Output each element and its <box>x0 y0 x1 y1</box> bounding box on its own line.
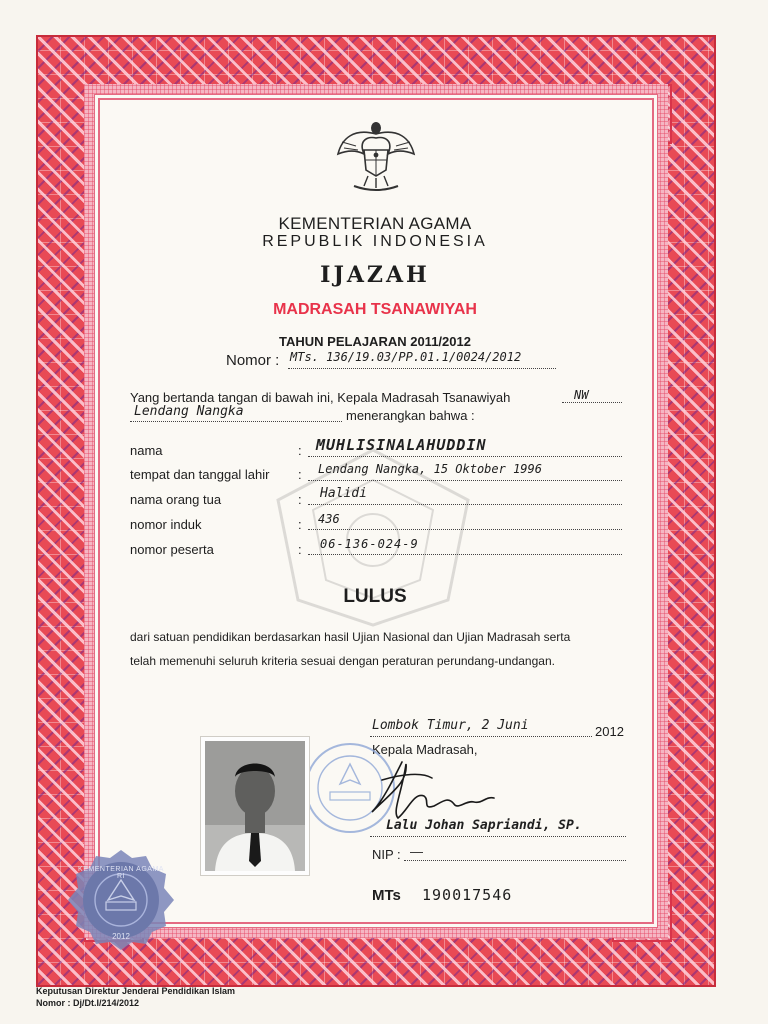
number-label: Nomor : <box>226 352 280 369</box>
signature-year: 2012 <box>595 724 624 739</box>
nip-label: NIP : <box>372 847 401 862</box>
intro-text: Yang bertanda tangan di bawah ini, Kepala Madrasah Tsanawiyah <box>130 390 511 405</box>
student-photo-frame <box>200 736 310 876</box>
seal-year: 2012 <box>112 932 130 941</box>
footer-decree: Keputusan Direktur Jenderal Pendidikan Islam <box>36 986 236 996</box>
garuda-emblem-icon <box>334 120 418 196</box>
school-place: Lendang Nangka <box>134 404 244 419</box>
footer-number: Nomor : Dj/Dt.I/214/2012 <box>36 998 140 1008</box>
field-value-name: MUHLISINALAHUDDIN <box>316 436 487 454</box>
serial-number: 190017546 <box>422 886 513 904</box>
result-status: LULUS <box>343 586 407 607</box>
document-title: IJAZAH <box>320 262 430 288</box>
seal-text: KEMENTERIAN AGAMA RI <box>78 866 164 880</box>
number-value: MTs. 136/19.03/PP.01.1/0024/2012 <box>290 350 522 364</box>
field-value-student-id: 436 <box>318 512 340 526</box>
ministry-name: KEMENTERIAN AGAMA <box>278 214 472 233</box>
statement-line-1: dari satuan pendidikan berdasarkan hasil Ujian Nasional dan Ujian Madrasah serta <box>130 630 571 644</box>
field-value-parent: Halidi <box>320 486 367 501</box>
field-label-name: nama <box>130 443 163 458</box>
academic-year: TAHUN PELAJARAN 2011/2012 <box>279 334 471 349</box>
field-label-birth: tempat dan tanggal lahir <box>130 467 270 482</box>
principal-name: Lalu Johan Sapriandi, SP. <box>386 818 582 833</box>
field-value-birth: Lendang Nangka, 15 Oktober 1996 <box>318 462 542 476</box>
serial-prefix: MTs <box>372 887 401 904</box>
school-short: NW <box>574 388 589 402</box>
intro-suffix: menerangkan bahwa : <box>346 408 475 423</box>
statement-line-2: telah memenuhi seluruh kriteria sesuai dengan peraturan perundang-undangan. <box>130 654 555 668</box>
field-value-exam-number: 06-136-024-9 <box>320 537 419 551</box>
field-label-student-id: nomor induk <box>130 517 202 532</box>
student-photo <box>205 741 305 871</box>
country-name: REPUBLIK INDONESIA <box>262 233 488 250</box>
field-label-exam-number: nomor peserta <box>130 542 214 557</box>
school-type: MADRASAH TSANAWIYAH <box>273 301 477 318</box>
field-label-parent: nama orang tua <box>130 492 222 507</box>
place-date: Lombok Timur, 2 Juni <box>372 718 529 733</box>
nip-value: — <box>410 844 423 859</box>
certificate-paper: KEMENTERIAN AGAMA REPUBLIK INDONESIA IJAZAH MADRASAH TSANAWIYAH TAHUN PELAJARAN 2011/2012 Nomor : MTs. 136/19.03/PP.01.1/0024/2012 Yang bertanda tangan di bawah ini, Kepala Madrasah Tsanawiyah NW Lendang Nangka menerangkan bahwa : nama : MUHLISINALAHUDDIN tempat dan tanggal lahir : Lendang Nangka, 15 Oktober 1996 nama orang tua : Halidi nomor induk : 436 nomor peserta : 06-136-024-9 LULUS dari satuan pendidikan berdasarkan hasil Ujian Nasional dan Ujian Madrasah serta telah memenuhi seluruh kriteria sesuai dengan peraturan perundang-undangan. Lombok Timur, 2 Juni 2012 Kepala Madrasah, Lalu Johan Sapriandi, SP. NIP : — KEMENTERIAN AGAMA RI 2012 MTs 190017546 Keputusan Direktur Jenderal Pendidikan Islam Nomor : Dj/Dt.I/214/2012 <box>0 0 768 1024</box>
signature-role: Kepala Madrasah, <box>372 742 478 757</box>
